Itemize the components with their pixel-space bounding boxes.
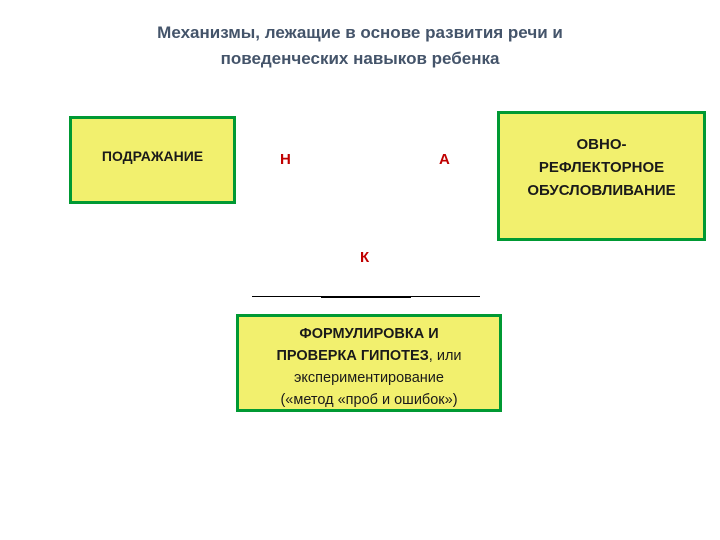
title-line-2: поведенческих навыков ребенка <box>220 49 500 68</box>
hypothesis-line-2-bold: ПРОВЕРКА ГИПОТЕЗ <box>276 348 429 364</box>
conditioning-line-3: ОБУСЛОВЛИВАНИЕ <box>527 182 676 199</box>
hypothesis-line-2-rest: , или <box>428 348 462 364</box>
conditioning-line-2: РЕФЛЕКТОРНОЕ <box>538 159 665 176</box>
letter-a: А <box>439 151 450 168</box>
slide-title <box>110 20 610 72</box>
imitation-box <box>69 116 236 204</box>
hypothesis-line-1: ФОРМУЛИРОВКА И <box>299 326 439 342</box>
hypothesis-line-3: экспериментирование <box>294 370 444 386</box>
hypothesis-box <box>236 314 502 412</box>
letter-k: К <box>360 249 370 266</box>
letter-n: Н <box>280 151 291 168</box>
hypothesis-line-4: («метод «проб и ошибок») <box>280 392 458 408</box>
title-line-1: Механизмы, лежащие в основе развития речи и <box>157 23 563 42</box>
divider-line-thick <box>321 296 411 298</box>
conditioning-line-1: ОВНО- <box>576 136 627 153</box>
imitation-label: ПОДРАЖАНИЕ <box>101 148 204 164</box>
hypothesis-line-2 <box>239 345 499 367</box>
conditioning-box <box>497 111 706 241</box>
